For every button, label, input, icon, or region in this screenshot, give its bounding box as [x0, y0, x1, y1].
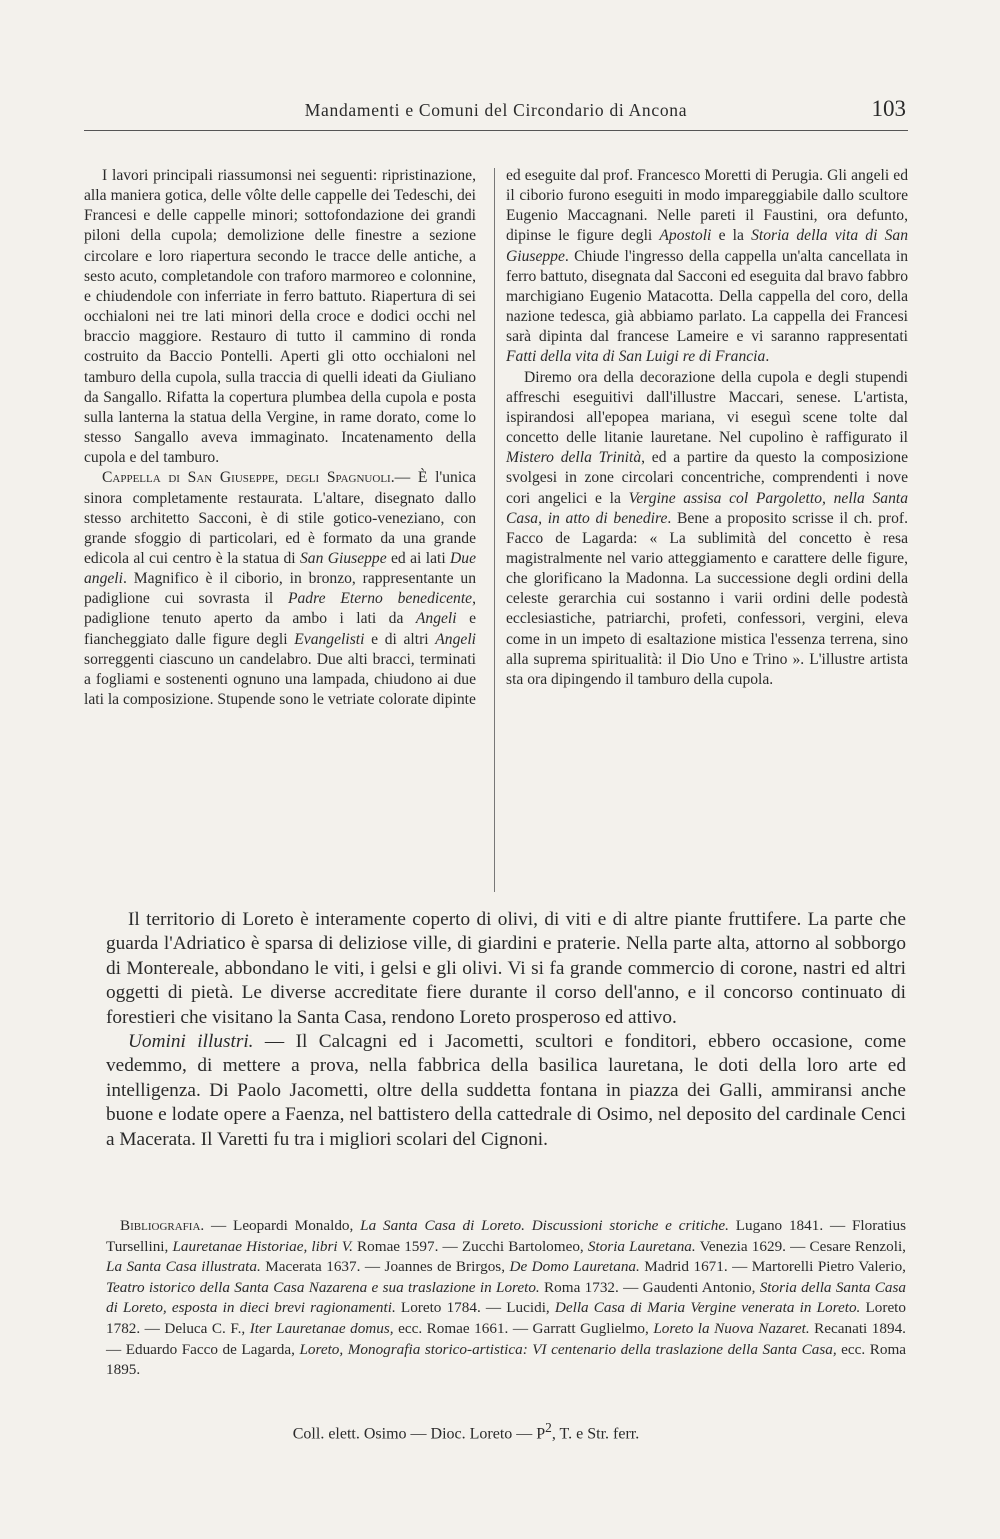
- running-title: Mandamenti e Comuni del Circondario di Ancona: [304, 100, 688, 120]
- bibliography: [106, 1216, 906, 1381]
- running-header: [84, 96, 908, 131]
- left-paragraph-cappella-san-giuseppe: Cappella di San Giuseppe, degli Spagnuoli.— È l'unica sinora completamente restaurata. L'altare, disegnato dallo stesso architetto Sacconi, è di stile gotico-veneziano, con grande sfoggio di particolari, ed è formato da una grande edicola al cui centro è la statua di San Giuseppe ed ai lati Due angeli. Magnifico è il ciborio, in bronzo, rappresentante un padiglione cui sovrasta il Padre Eterno benedicente, padiglione tenuto aperto da ambo i lati da Angeli e fiancheggiato dalle figure degli Evangelisti e di altri Angeli sorreggenti ciascuno un candelabro. Due alti bracci, terminati a fogliami e sostenenti ognuno una lampada, chiudono ai due lati la composizione. Stupende sono le vetriate colorate dipinte: [84, 469, 477, 709]
- uomini-illustri-paragraph: Uomini illustri. — Il Calcagni ed i Jacometti, scultori e fonditori, ebbero occasione, come vedemmo, di mettere a prova, nella fabbrica della basilica lauretana, le doti della loro arte ed intelligenza. Di Paolo Jacometti, oltre della suddetta fontana in piazza dei Galli, ammiransi anche buone e lodate opere a Faenza, nel battistero della cattedrale di Osimo, nel deposito del cardinale Cenci a Macerata. Il Varetti fu tra i migliori scolari del Cignoni.: [106, 1031, 906, 1150]
- left-column: [84, 166, 476, 710]
- left-paragraph-restorations: I lavori principali riassumonsi nei seguenti: ripristinazione, alla maniera gotica, delle vôlte delle cappelle dei Tedeschi, dei Francesi e delle cappelle minori; sottofondazione dei grandi piloni della cupola; demolizione delle finestre a sezione circolare e loro riapertura secondo le tracce delle antiche, a sesto acuto, completandole con traforo marmoreo e colonnine, e chiudendole con inferriate in ferro battuto. Riapertura di sei occhialoni nei tre lati minori della croce e dodici occhi nel braccio maggiore. Restauro di tutto il cammino di ronda costruito da Baccio Pontelli. Aperti gli otto occhialoni nel tamburo della cupola, sulla traccia di quelli ideati da Giuliano da Sangallo. Rifatta la copertura plumbea della cupola e posta sulla lanterna la statua della Vergine, in rame dorato, come lo stesso Sangallo aveva immaginato. Incatenamento della cupola e del tamburo.: [84, 167, 476, 467]
- territory-paragraph: Il territorio di Loreto è interamente coperto di olivi, di viti e di altre piante fruttifere. La parte che guarda l'Adriatico è sparsa di deliziose ville, di giardini e praterie. Nella parte alta, attorno al sobborgo di Montereale, abbondano le viti, i gelsi e gli olivi. Vi si fa grande commercio di corone, nastri ed altri oggetti di pietà. Le diverse accreditate fiere durante il corso dell'anno, e il concorso continuato di forestieri che visitano la Santa Casa, rendono Loreto prosperoso ed attivo.: [106, 909, 906, 1028]
- bibliography-paragraph: Bibliografia. — Leopardi Monaldo, La Santa Casa di Loreto. Discussioni storiche e critiche. Lugano 1841. — Floratius Tursellini, Lauretanae Historiae, libri V. Romae 1597. — Zucchi Bartolomeo, Storia Lauretana. Venezia 1629. — Cesare Renzoli, La Santa Casa illustrata. Macerata 1637. — Joannes de Brirgos, De Domo Lauretana. Madrid 1671. — Martorelli Pietro Valerio, Teatro istorico della Santa Casa Nazarena e sua traslazione in Loreto. Roma 1732. — Gaudenti Antonio, Storia della Santa Casa di Loreto, esposta in dieci brevi ragionamenti. Loreto 1784. — Lucidi, Della Casa di Maria Vergine venerata in Loreto. Loreto 1782. — Deluca C. F., Iter Lauretanae domus, ecc. Romae 1661. — Garratt Guglielmo, Loreto la Nuova Nazaret. Recanati 1894. — Eduardo Facco de Lagarda, Loreto, Monografia storico-artistica: VI centenario della traslazione della Santa Casa, ecc. Roma 1895.: [106, 1217, 907, 1379]
- right-column: [506, 166, 908, 690]
- collegio-line: Coll. elett. Osimo — Dioc. Loreto — $P^2$, T. e Str. ferr.: [292, 1420, 640, 1443]
- page-number: 103: [871, 96, 906, 121]
- main-text: [106, 908, 906, 1152]
- right-paragraph-continuation: ed eseguite dal prof. Francesco Moretti di Perugia. Gli angeli ed il ciborio furono eseguiti in modo impareggiabile dallo scultore Eugenio Maccagnani. Nelle pareti il Faustini, ora defunto, dipinse le figure degli Apostoli e la Storia della vita di San Giuseppe. Chiude l'ingresso della cappella un'alta cancellata in ferro battuto, disegnata dal Sacconi ed eseguita dal bravo fabbro marchigiano Eugenio Matacotta. Della cappella del coro, della nazione tedesca, già abbiamo parlato. La cappella dei Francesi sarà dipinta dal francese Lameire e vi saranno rappresentati Fatti della vita di San Luigi re di Francia.: [506, 167, 908, 366]
- uomini-illustri-label: Uomini illustri.: [128, 1031, 254, 1053]
- right-paragraph-cupola: Diremo ora della decorazione della cupola e degli stupendi affreschi eseguitivi dall'illustre Maccari, senese. L'artista, ispirandosi all'epopea mariana, vi eseguì scene tolte dal concetto delle litanie lauretane. Nel cupolino è raffigurato il Mistero della Trinità, ed a partire da questo la composizione svolgesi in zone circolari concentriche, comprendenti i nove cori angelici e la Vergine assisa col Pargoletto, nella Santa Casa, in atto di benedire. Bene a proposito scrisse il ch. prof. Facco de Lagarda: « La sublimità del concetto è resa magistralmente nel vario atteggiamento e carattere delle figure, che glorificano la Madonna. La successione degli ordini della celeste gerarchia cui sostanno i varii ordini delle podestà ecclesiastiche, patriarchi, profeti, confessori, vergini, eleva come in un impeto di esaltazione mistica l'essenza terrena, sino alla suprema spiritualità: il Dio Uno e Trino ». L'illustre artista sta ora dipingendo il tamburo della cupola.: [506, 368, 909, 688]
- section-heading-cappella-san-giuseppe: Cappella di San Giuseppe, degli Spagnuoli.: [102, 469, 395, 487]
- two-column-section: [84, 166, 908, 896]
- bibliography-label: Bibliografia.: [120, 1217, 205, 1234]
- column-divider: [494, 168, 495, 892]
